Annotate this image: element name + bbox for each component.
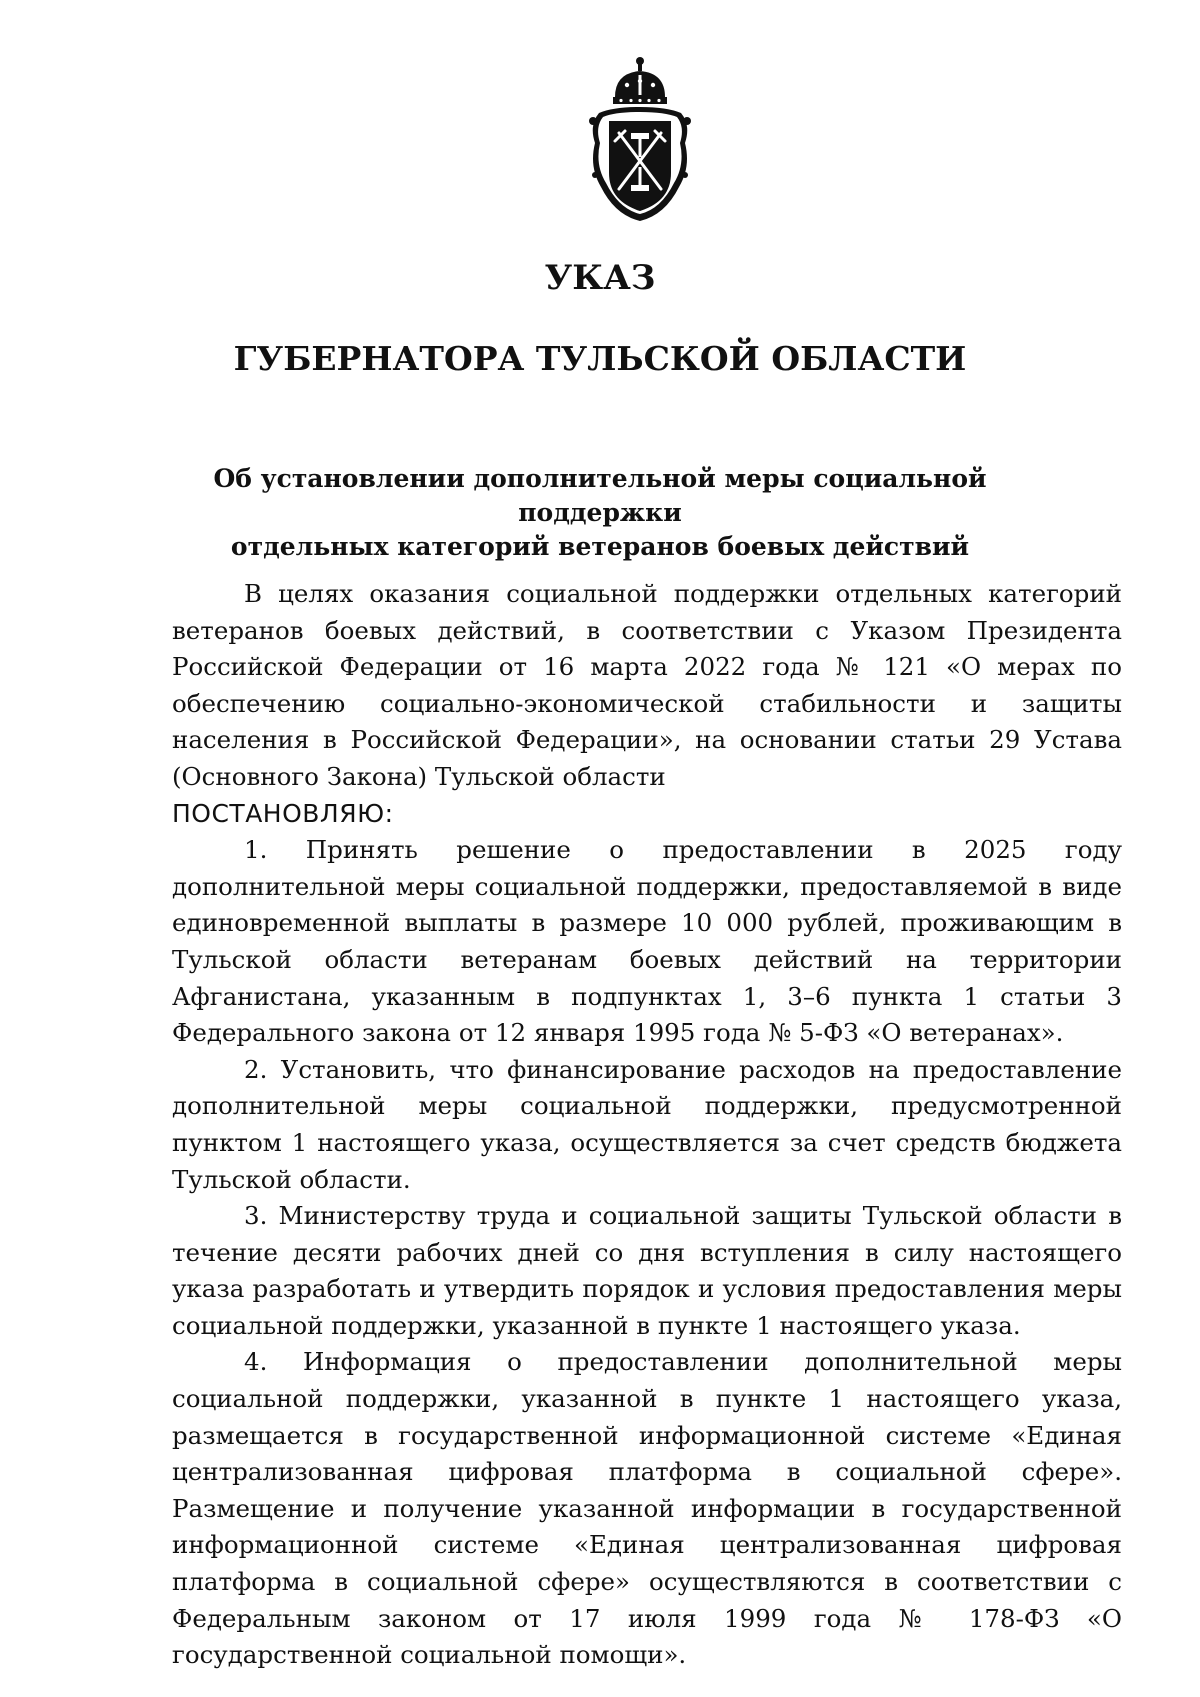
document-issuer: ГУБЕРНАТОРА ТУЛЬСКОЙ ОБЛАСТИ — [233, 339, 967, 378]
subject-line-2: отдельных категорий ветеранов боевых действий — [230, 532, 970, 561]
document-title: УКАЗ — [544, 258, 656, 298]
preamble-paragraph: В целях оказания социальной поддержки отдельных категорий ветеранов боевых действий, в соответствии с Указом Президента Российской Федерации от 16 марта 2022 года № 121 «О мерах по обеспечению социально-экономической стабильности и защиты населения в Российской Федерации», на основании статьи 29 Устава (Основного Закона) Тульской области — [172, 579, 1122, 791]
tula-coat-of-arms-icon — [585, 55, 695, 225]
decree-item-3: 3. Министерству труда и социальной защиты Тульской области в течение десяти рабочих дней со дня вступления в силу настоящего указа разработать и утвердить порядок и условия предоставления меры социальной поддержки, указанной в пункте 1 настоящего указа. — [172, 1201, 1122, 1340]
document-subject — [170, 462, 1030, 564]
decree-item-2: 2. Установить, что финансирование расходов на предоставление дополнительной меры социальной поддержки, предусмотренной пунктом 1 настоящего указа, осуществляется за счет средств бюджета Тульской области. — [172, 1054, 1122, 1194]
decree-item-1: 1. Принять решение о предоставлении в 2025 году дополнительной меры социальной поддержки, предоставляемой в виде единовременной выплаты в размере 10 000 рублей, проживающим в Тульской области ветеранам боевых действий на территории Афганистана, указанным в подпунктах 1, 3–6 пункта 1 статьи 3 Федерального закона от 12 января 1995 года № 5-ФЗ «О ветеранах». — [172, 835, 1122, 1048]
decree-word: ПОСТАНОВЛЯЮ: — [172, 798, 394, 828]
subject-line-1: Об установлении дополнительной меры социальной поддержки — [213, 464, 987, 527]
document-body — [172, 576, 1122, 1674]
decree-item-4: 4. Информация о предоставлении дополнительной меры социальной поддержки, указанной в пункте 1 настоящего указа, размещается в государственной информационной системе «Единая централизованная цифровая платформа в социальной сфере». Размещение и получение указанной информации в государственной информационной системе «Единая централизованная цифровая платформа в социальной сфере» осуществляются в соответствии с Федеральным законом от 17 июля 1999 года № 178-ФЗ «О государственной социальной помощи». — [172, 1347, 1122, 1670]
